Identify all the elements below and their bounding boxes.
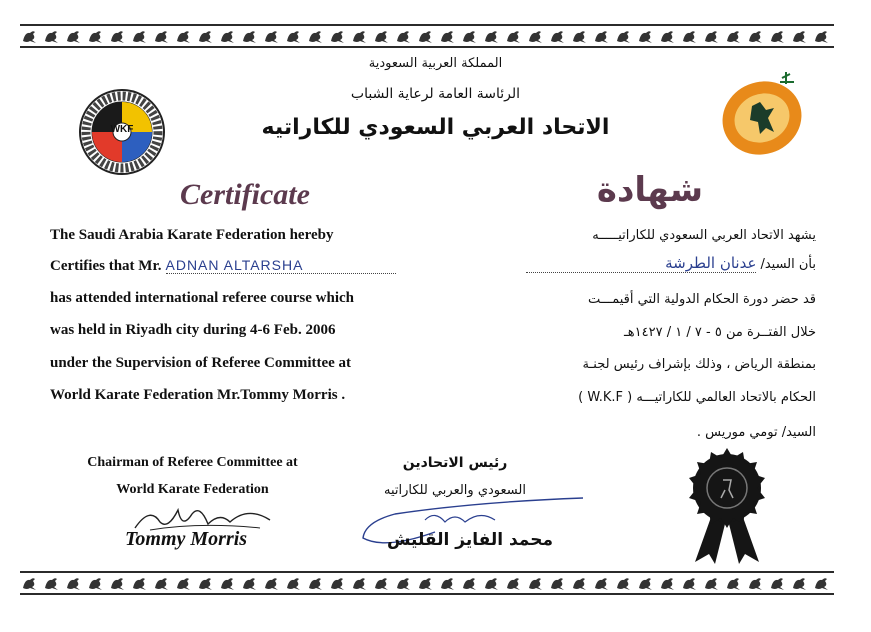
arabic-line-7: السيد/ تومي موريس . bbox=[696, 425, 816, 440]
kangaroo-pattern-icon bbox=[20, 573, 834, 593]
federation-title: الاتحاد العربي السعودي للكاراتيه bbox=[261, 115, 610, 140]
recipient-name-ar: عدنان الطرشة bbox=[526, 254, 756, 273]
kingdom-heading: المملكة العربية السعودية bbox=[368, 56, 503, 71]
president-subtitle-ar: السعودي والعربي للكاراتيه bbox=[384, 483, 526, 498]
top-border-band bbox=[20, 24, 834, 48]
chairman-title-line-2: World Karate Federation bbox=[116, 482, 269, 497]
presidency-heading: الرئاسة العامة لرعاية الشباب bbox=[350, 86, 521, 102]
sakf-logo bbox=[712, 70, 810, 158]
chairman-title-line-1: Chairman of Referee Committee at bbox=[87, 455, 298, 470]
bottom-border-band bbox=[20, 571, 834, 595]
arabic-line-2 bbox=[486, 254, 816, 273]
president-name-ar: محمد الفايز القليش bbox=[387, 530, 553, 550]
certificate-title-en: Certificate bbox=[180, 178, 310, 211]
arabic-line-4: خلال الفتــرة من ٥ - ٧ / ١ / ١٤٢٧هـ bbox=[623, 325, 816, 340]
certificate-title-ar: شهادة bbox=[596, 170, 704, 210]
arabic-line-5: بمنطقة الرياض ، وذلك بإشراف رئيس لجنـة bbox=[582, 357, 816, 372]
arabic-line-1: يشهد الاتحاد العربي السعودي للكاراتيـــــه bbox=[592, 228, 816, 243]
arabic-line-3: قد حضر دورة الحكام الدولية التي أقيمـــت bbox=[588, 292, 816, 307]
english-line-6: World Karate Federation Mr.Tommy Morris . bbox=[50, 387, 346, 403]
recipient-name-en: ADNAN ALTARSHA bbox=[166, 257, 396, 274]
english-line-5: under the Supervision of Referee Committee at bbox=[50, 355, 352, 371]
rosette-seal-icon bbox=[685, 446, 769, 566]
arabic-line-6: الحكام بالاتحاد العالمي للكاراتيـــه ( W.K.F ) bbox=[578, 390, 816, 405]
wkf-center-text: WKF bbox=[110, 124, 134, 135]
chairman-name: Tommy Morris bbox=[125, 528, 248, 550]
english-line-1: The Saudi Arabia Karate Federation hereby bbox=[50, 227, 334, 243]
english-line-3: has attended international referee course which bbox=[50, 290, 354, 306]
kangaroo-pattern-icon bbox=[20, 26, 834, 46]
president-title-ar: رئيس الاتحادين bbox=[402, 455, 508, 471]
arabic-name-prefix: بأن السيد/ bbox=[760, 257, 816, 272]
english-certifies-prefix: Certifies that Mr. bbox=[50, 258, 162, 274]
english-line-4: was held in Riyadh city during 4-6 Feb. 2006 bbox=[50, 322, 336, 338]
english-line-2 bbox=[50, 257, 425, 275]
